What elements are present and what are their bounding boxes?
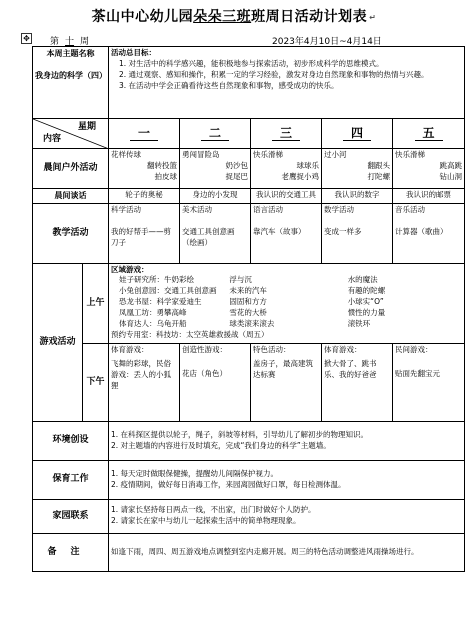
day-wed: 三	[251, 119, 322, 149]
game-pm-label: 下午	[83, 343, 109, 421]
game-pm-thu: 体育游戏： 掀大骨了、跳书乐、我的好爸爸	[322, 343, 393, 421]
game-pm-row	[33, 343, 465, 421]
weekday-row	[33, 119, 465, 149]
title-class: 朵朵三班	[193, 9, 252, 25]
morning-talk-label: 晨间谈话	[33, 189, 109, 204]
environment-label: 环境创设	[33, 421, 109, 460]
teaching-row	[33, 203, 465, 263]
goal-item: 1. 对生活中的科学感兴趣，能积极地参与探索活动，初步形成科学的思维模式。	[119, 58, 384, 68]
area-row: 小兔创意园：交通工具创意画 未来的汽车 有趣的陀螺	[119, 286, 386, 296]
teach-tue: 美术活动 交通工具创意画（绘画）	[180, 203, 251, 263]
environment-content: 1. 在科探区提供以轮子，绳子，斜坡等材料，引导幼儿了解初步的物理知识。 2. 对主题墙的内容进行及时填充，完成“我们身边的科学”主题墙。	[109, 421, 465, 460]
area-row: 恐龙书屋：科学家爱迪生 固固和方方 小球实“O”	[119, 297, 384, 307]
week-label: 第 十 周	[50, 37, 90, 47]
day-tue: 二	[180, 119, 251, 149]
game-pm-wed: 特色活动： 盖房子，最高建筑达标赛	[251, 343, 322, 421]
title-school: 茶山中心幼儿园	[91, 9, 194, 25]
remarks-label: 备注	[33, 533, 109, 571]
teaching-label: 教学活动	[33, 203, 109, 263]
morning-talk-row	[33, 189, 465, 204]
area-row: 凤凰工坊：勇攀高峰 雪花的大桥 惯性的力量	[119, 308, 386, 318]
environment-row	[33, 421, 465, 460]
plan-table	[32, 46, 465, 572]
family-content: 1. 请家长坚持每日两点一线，不出家，出门时做好个人防护。 2. 请家长在家中与幼儿一起探索生活中的简单物理现象。	[109, 499, 465, 533]
weekday-corner: 星期 内容	[33, 119, 109, 149]
outdoor-fri: 快乐滑梯 跳高跳 钻山洞	[393, 149, 465, 189]
theme-name: 我身边的科学（四）	[35, 70, 107, 80]
outdoor-label: 晨间户外活动	[33, 149, 109, 189]
remarks-row	[33, 533, 465, 571]
game-pm-fri: 民间游戏： 贴面先翻宝元	[393, 343, 465, 421]
care-row	[33, 460, 465, 499]
game-label: 游戏活动	[33, 263, 83, 421]
teach-wed: 语言活动 靠汽车（故事）	[251, 203, 322, 263]
outdoor-tue: 勇闯冒险岛 奶沙包 捉尾巴	[180, 149, 251, 189]
theme-cell	[33, 47, 109, 119]
table-move-handle-icon[interactable]: ✥	[21, 33, 32, 44]
game-pm-tue: 创造性游戏： 花店（角色）	[180, 343, 251, 421]
game-am-row	[33, 263, 465, 343]
family-label: 家园联系	[33, 499, 109, 533]
care-content: 1. 每天定时做眼保健操，提醒幼儿间隔保护视力。 2. 疫情期间，做好每日消毒工作，来园离园做好口罩，每日检测体温。	[109, 460, 465, 499]
date-range: 2023年4月10日~4月14日	[272, 37, 382, 47]
family-row	[33, 499, 465, 533]
day-fri: 五	[393, 119, 465, 149]
day-mon: 一	[109, 119, 180, 149]
area-row: 体育达人：乌龟开船 球类滚来滚去 滚铁环	[119, 318, 371, 328]
area-row: 娃子研究所：牛奶彩绘 浮与沉 水的魔法	[119, 275, 378, 285]
goal-item: 2. 通过观察、感知和操作，积累一定的学习经验，激发对身边自然现象和事物的热情与兴趣。	[119, 69, 429, 79]
week-number: 十	[65, 37, 75, 47]
talk-wed: 我认识的交通工具	[251, 189, 322, 204]
theme-label: 本周主题名称	[46, 49, 95, 58]
special-room: 预约专用室：科技坊：太空英雄救援战（周五）	[111, 329, 269, 339]
day-thu: 四	[322, 119, 393, 149]
outdoor-thu: 过小河 翻跟头 打陀螺	[322, 149, 393, 189]
teach-thu: 数学活动 变成一样多	[322, 203, 393, 263]
teach-mon: 科学活动 我的好帮手——剪刀子	[109, 203, 180, 263]
talk-fri: 我认识的邮票	[393, 189, 465, 204]
care-label: 保育工作	[33, 460, 109, 499]
goal-item: 3. 在活动中学会正确看待这些自然现象和事物，感受成功的快乐。	[119, 80, 339, 90]
outdoor-wed: 快乐滑梯 球球乐 老鹰捉小鸡	[251, 149, 322, 189]
game-am-content: 区域游戏： 娃子研究所：牛奶彩绘 浮与沉 水的魔法 小兔创意园：交通工具创意画 未来的汽车 有趣的陀螺 恐龙书屋：科学家爱迪生 固固和方方 小球实“O” 凤凰工坊：勇攀高峰 雪花的大桥 惯性的力量 体育达人：乌龟开船 球类滚来滚去 滚铁环 预约专用室：科技坊：太空英雄救援战（周五）	[109, 263, 465, 343]
page-title	[0, 6, 468, 26]
theme-goals: 活动总目标： 1. 对生活中的科学感兴趣，能积极地参与探索活动，初步形成科学的思维模式。 2. 通过观察、感知和操作，积累一定的学习经验，激发对身边自然现象和事物的热情与兴趣。 3. 在活动中学会正确看待这些自然现象和事物，感受成功的快乐。	[109, 47, 465, 119]
outdoor-row	[33, 149, 465, 189]
game-am-label: 上午	[83, 263, 109, 343]
outdoor-mon: 花样传球 翻转投篮 拍皮球	[109, 149, 180, 189]
teach-fri: 音乐活动 计算器（歌曲）	[393, 203, 465, 263]
talk-mon: 轮子的奥秘	[109, 189, 180, 204]
talk-thu: 我认识的数字	[322, 189, 393, 204]
game-pm-mon: 体育游戏： 飞舞的彩球，民俗游戏：丢人的小狐狸	[109, 343, 180, 421]
return-mark-icon: ↵	[369, 12, 377, 22]
title-suffix: 班周日活动计划表	[251, 9, 368, 25]
remarks-content: 如逢下雨，周四、周五游戏地点调整到室内走廊开展。周三的特色活动调整进风雨操场进行。	[109, 533, 465, 571]
theme-row	[33, 47, 465, 119]
talk-tue: 身边的小发现	[180, 189, 251, 204]
